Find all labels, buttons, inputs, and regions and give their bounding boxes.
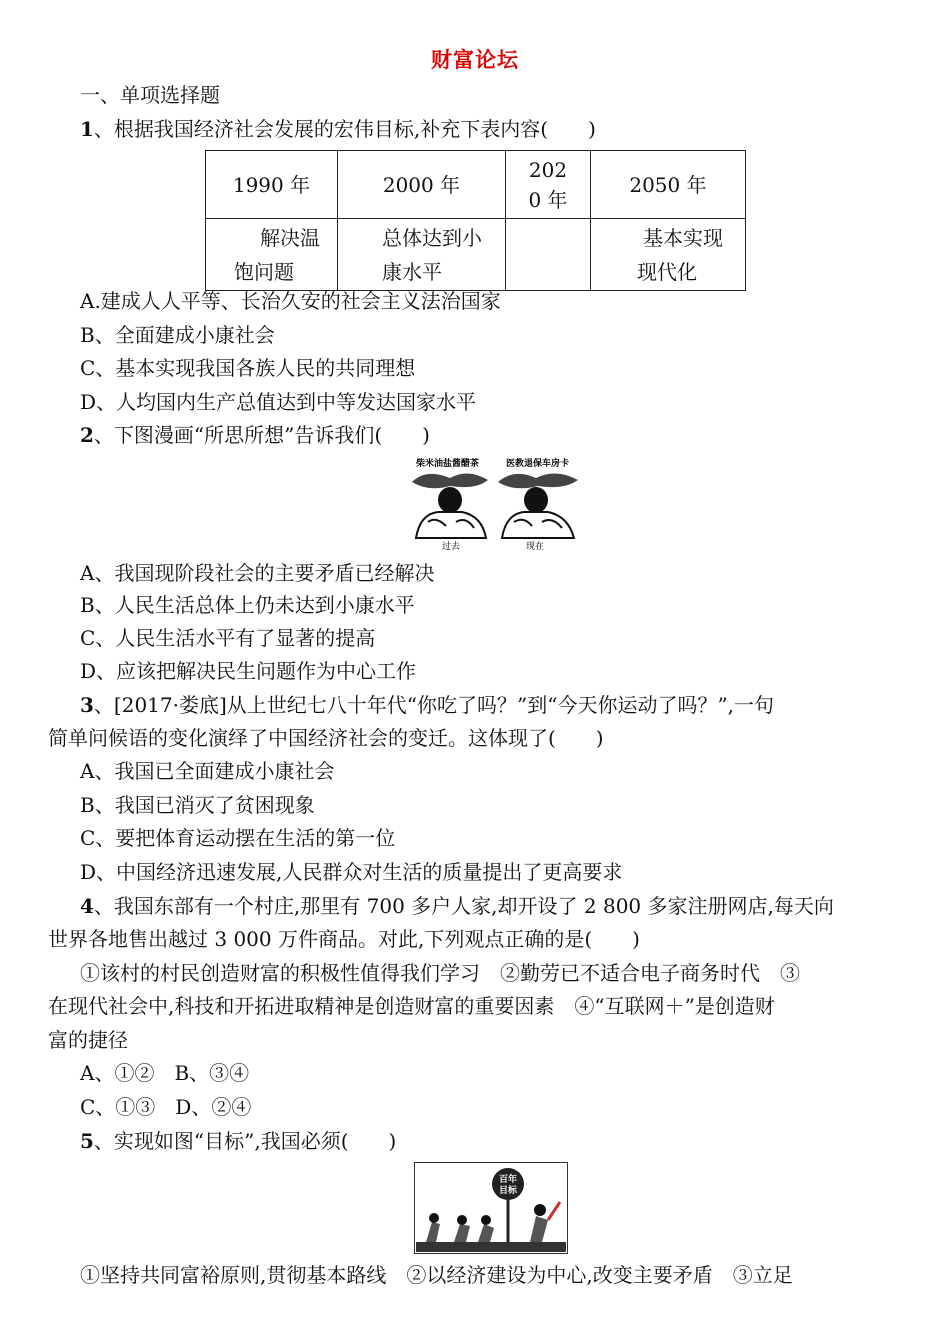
option-a: A、我国已全面建成小康社会 [80,759,335,783]
option-b: B、人民生活总体上仍未达到小康水平 [80,593,415,617]
thought-cloud-right [498,473,578,488]
sign-line-2: 目标 [498,1186,518,1196]
question-1-stem [80,116,596,142]
person-head-right [524,487,548,513]
table-cell: 总体达到小 康水平 [338,219,506,291]
question-5-stem [80,1128,396,1154]
thought-cloud-left [412,473,488,488]
person-head-left [438,487,462,513]
table-cell: 2000 年 [338,151,506,219]
question-number: 4 [80,894,94,918]
option-d: D、应该把解决民生问题作为中心工作 [80,659,417,683]
section-heading: 一、单项选择题 [80,83,220,107]
goal-cartoon-image [414,1162,568,1254]
table-cell: 2050 年 [591,151,746,219]
question-text: 、我国东部有一个村庄,那里有 700 多户人家,却开设了 2 800 多家注册网店,每天向 [93,894,834,918]
table-cell-blank [506,219,591,291]
left-caption: 柴米油盐酱醋茶 [416,459,480,469]
table-cell [506,151,591,219]
cartoon-image [406,456,584,552]
options-line: C、①③ D、②④ [80,1095,252,1119]
person-body-left [416,512,486,538]
label-past: 过去 [442,542,461,552]
question-text: 、下图漫画“所思所想”告诉我们( ) [93,423,430,447]
table-cell: 解决温 饱问题 [206,219,338,291]
question-4-stem [80,893,834,919]
option-b: B、我国已消灭了贫困现象 [80,793,315,817]
options-line: A、①② B、③④ [80,1061,250,1085]
table-cell: 基本实现 现代化 [591,219,746,291]
statements-line: 在现代社会中,科技和开拓进取精神是创造财富的重要因素 ④“互联网＋”是创造财 [48,994,775,1018]
question-text: 、[2017·娄底]从上世纪七八十年代“你吃了吗？”到“今天你运动了吗？”,一句 [93,693,775,717]
question-number: 5 [80,1129,94,1153]
statements-line: 富的捷径 [48,1028,128,1052]
question-number: 3 [80,693,94,717]
statements-line: ①该村的村民创造财富的积极性值得我们学习 ②勤劳已不适合电子商务时代 ③ [80,961,800,985]
option-c: C、人民生活水平有了显著的提高 [80,626,376,650]
question-text: 、实现如图“目标”,我国必须( ) [93,1129,397,1153]
table-cell: 1990 年 [206,151,338,219]
page-title: 财富论坛 [431,47,519,72]
question-3-stem-cont: 简单问候语的变化演绎了中国经济社会的变迁。这体现了( ) [48,726,604,750]
option-a: A.建成人人平等、长治久安的社会主义法治国家 [80,289,501,313]
option-c: C、基本实现我国各族人民的共同理想 [80,356,416,380]
question-3-stem [80,692,774,718]
year-2020-text: 2020 年 [528,157,568,212]
question-number: 2 [80,423,94,447]
question-text: 、根据我国经济社会发展的宏伟目标,补充下表内容( ) [93,117,596,141]
option-a: A、我国现阶段社会的主要矛盾已经解决 [80,561,435,585]
label-now: 现在 [526,542,545,552]
question-4-stem-cont: 世界各地售出越过 3 000 万件商品。对此,下列观点正确的是( ) [48,927,640,951]
question-number: 1 [80,117,94,141]
person-body-right [502,512,574,538]
sign-line-1: 百年 [498,1175,518,1185]
option-b: B、全面建成小康社会 [80,323,275,347]
right-caption: 医教退保车房卡 [506,459,570,469]
option-d: D、中国经济迅速发展,人民群众对生活的质量提出了更高要求 [80,860,623,884]
question-2-stem [80,422,430,448]
statements-line: ①坚持共同富裕原则,贯彻基本路线 ②以经济建设为中心,改变主要矛盾 ③立足 [80,1263,793,1287]
option-c: C、要把体育运动摆在生活的第一位 [80,826,396,850]
option-d: D、人均国内生产总值达到中等发达国家水平 [80,390,477,414]
goals-table [205,150,746,291]
